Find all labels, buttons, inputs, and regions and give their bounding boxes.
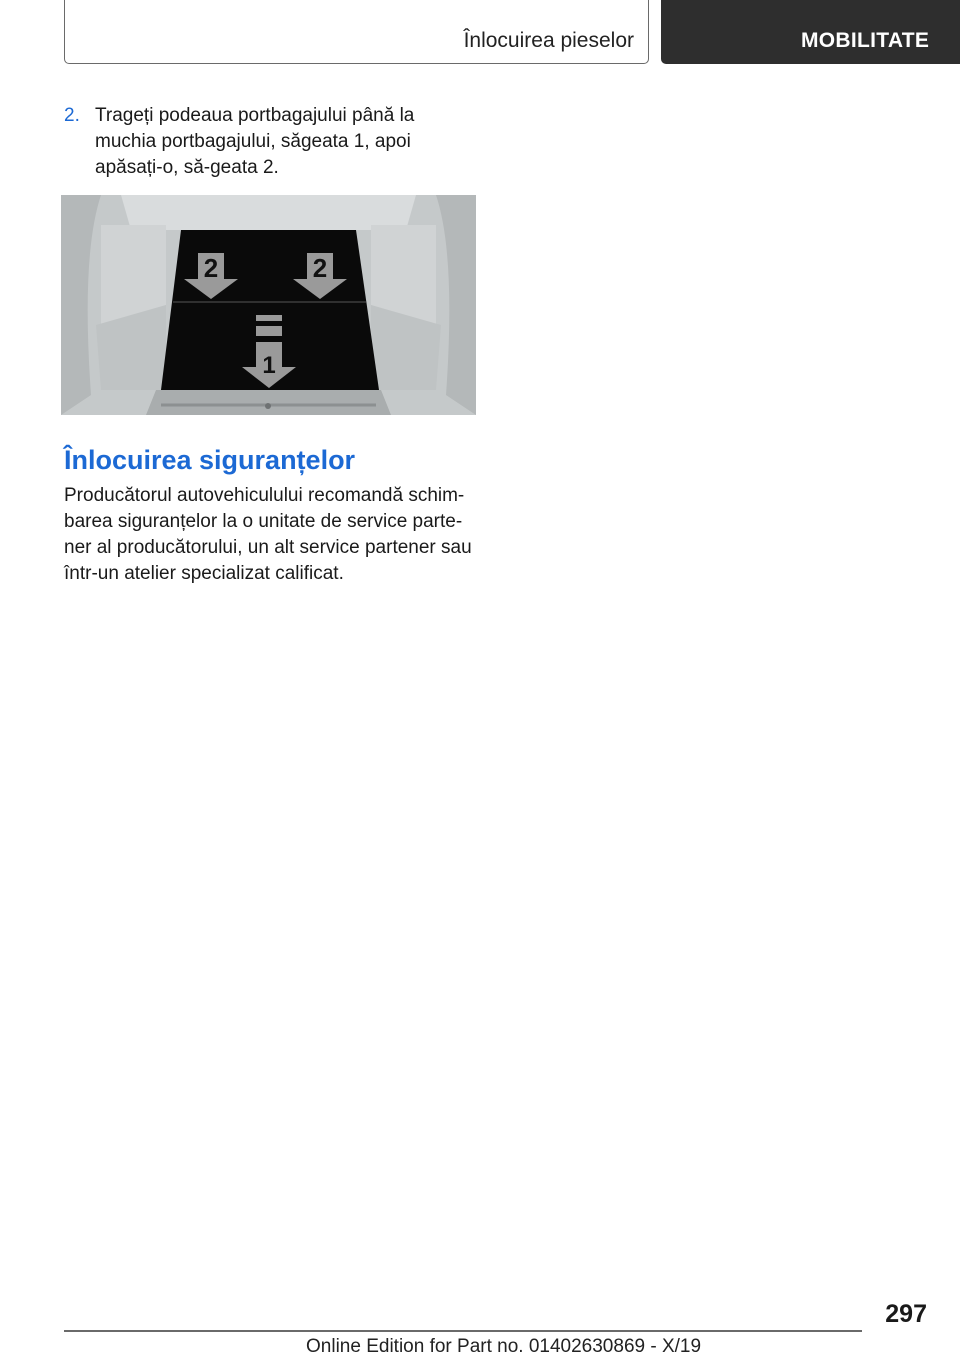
arrow-label-bottom: 1: [262, 352, 276, 379]
section-name: Înlocuirea pieselor: [463, 29, 634, 52]
step-item: [64, 103, 484, 181]
page-number: 297: [885, 1300, 927, 1328]
chapter-tab: [661, 0, 960, 64]
step-number: 2.: [64, 105, 80, 126]
footer-edition: Online Edition for Part no. 01402630869 - X/19: [306, 1336, 702, 1357]
step-list: [64, 103, 484, 181]
trunk-floor-illustration: [61, 195, 476, 415]
section-paragraph: Producătorul autovehiculului recomandă schim‐barea siguranțelor la o unitate de service parte‐ner al producătorului, un alt service partener sau într-un atelier specializat calificat.: [64, 485, 472, 584]
chapter-label: MOBILITATE: [801, 29, 930, 52]
arrow-label-left: 2: [203, 253, 219, 283]
step-text: Trageți podeaua portbagajului până la muchia portbagajului, săgeata 1, apoi apăsați-o, să‐geata 2.: [95, 105, 415, 178]
arrow-label-right: 2: [312, 253, 328, 283]
footer-divider: [64, 1330, 862, 1332]
section-title: Înlocuirea siguranțelor: [64, 445, 356, 475]
header-section-box: [64, 0, 649, 64]
